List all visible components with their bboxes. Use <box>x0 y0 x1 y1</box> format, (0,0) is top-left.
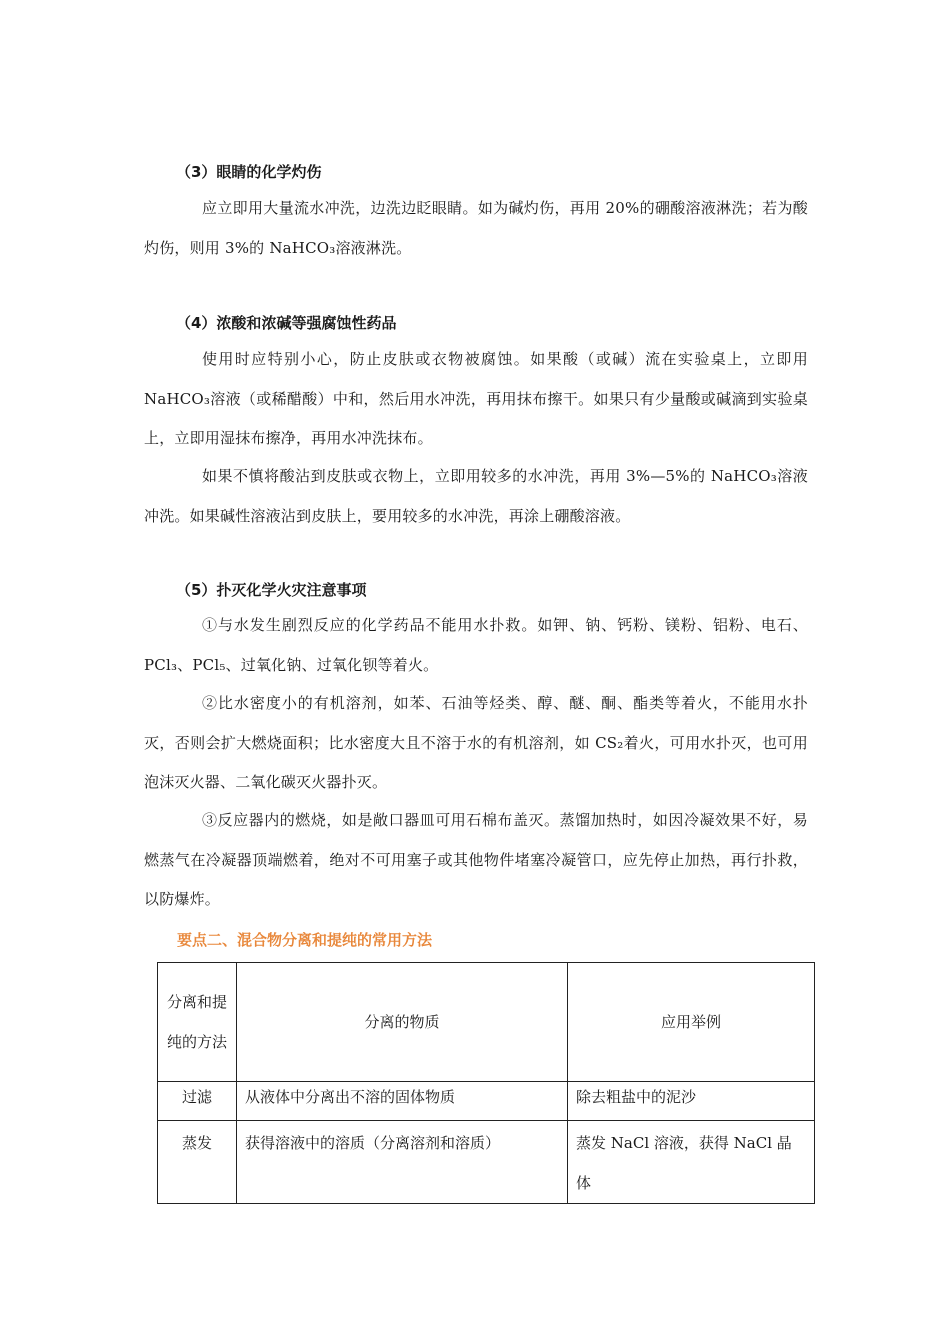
row-2-substance: 获得溶液中的溶质（分离溶剂和溶质） <box>237 1121 568 1204</box>
separation-methods-table <box>157 962 815 1204</box>
row-1-example: 除去粗盐中的泥沙 <box>568 1082 815 1121</box>
row-1-substance: 从液体中分离出不溶的固体物质 <box>237 1082 568 1121</box>
section-3-heading: （3）眼睛的化学灼伤 <box>176 163 322 181</box>
section-5-heading: （5）扑灭化学火灾注意事项 <box>176 581 367 599</box>
section-5-paragraph-1: ①与水发生剧烈反应的化学药品不能用水扑救。如钾、钠、钙粉、镁粉、铝粉、电石、PCl₃、PCl₅、过氧化钠、过氧化钡等着火。 <box>144 616 808 674</box>
section-4-paragraph-1: 使用时应特别小心，防止皮肤或衣物被腐蚀。如果酸（或碱）流在实验桌上，立即用 NaHCO₃溶液（或稀醋酸）中和，然后用水冲洗，再用抹布擦干。如果只有少量酸或碱滴到实验桌上，立即用湿抹布擦净，再用水冲洗抹布。 <box>144 350 808 447</box>
header-substance: 分离的物质 <box>237 963 568 1082</box>
row-2-method: 蒸发 <box>158 1121 237 1204</box>
table-header-row <box>158 963 815 1082</box>
row-2-example: 蒸发 NaCl 溶液，获得 NaCl 晶体 <box>568 1121 815 1204</box>
header-example: 应用举例 <box>568 963 815 1082</box>
key-point-title: 要点二、混合物分离和提纯的常用方法 <box>177 931 433 949</box>
section-5-paragraph-3: ③反应器内的燃烧，如是敞口器皿可用石棉布盖灭。蒸馏加热时，如因冷凝效果不好，易燃蒸气在冷凝器顶端燃着，绝对不可用塞子或其他物件堵塞冷凝管口，应先停止加热，再行扑救，以防爆炸。 <box>144 811 808 908</box>
table-row <box>158 1121 815 1204</box>
section-4-paragraph-2: 如果不慎将酸沾到皮肤或衣物上，立即用较多的水冲洗，再用 3%—5%的 NaHCO₃溶液冲洗。如果碱性溶液沾到皮肤上，要用较多的水冲洗，再涂上硼酸溶液。 <box>144 467 808 525</box>
row-1-method: 过滤 <box>158 1082 237 1121</box>
header-method: 分离和提纯的方法 <box>158 963 237 1082</box>
section-5-paragraph-2: ②比水密度小的有机溶剂，如苯、石油等烃类、醇、醚、酮、酯类等着火，不能用水扑灭，否则会扩大燃烧面积；比水密度大且不溶于水的有机溶剂，如 CS₂着火，可用水扑灭，也可用泡沫灭火器、二氧化碳灭火器扑灭。 <box>144 694 808 791</box>
section-4-heading: （4）浓酸和浓碱等强腐蚀性药品 <box>176 314 397 332</box>
table-row <box>158 1082 815 1121</box>
section-3-paragraph-1: 应立即用大量流水冲洗，边洗边眨眼睛。如为碱灼伤，再用 20%的硼酸溶液淋洗；若为酸灼伤，则用 3%的 NaHCO₃溶液淋洗。 <box>144 199 808 257</box>
